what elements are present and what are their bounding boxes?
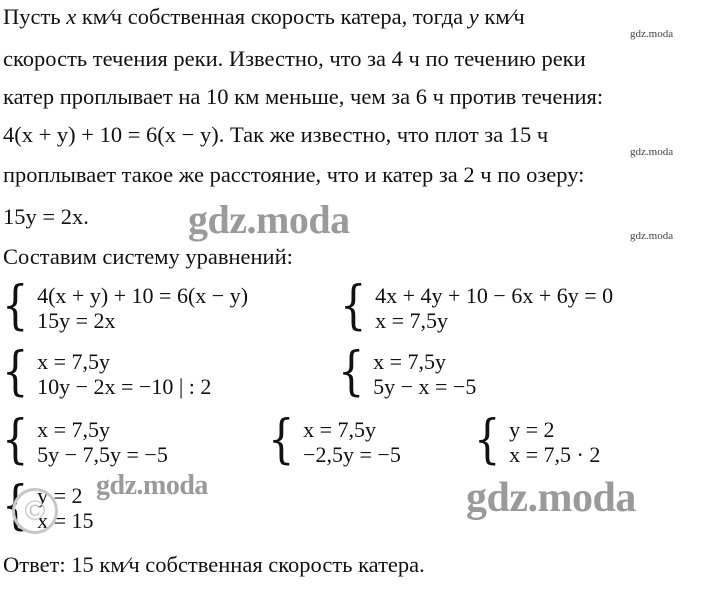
brace-icon: { xyxy=(338,342,365,402)
text-line-2: скорость течения реки. Известно, что за 4 ч по течению реки xyxy=(3,46,586,71)
brace-icon: { xyxy=(340,276,367,336)
system-row: 5y − x = −5 xyxy=(373,373,477,399)
system-row: 4x + 4y + 10 − 6x + 6y = 0 xyxy=(375,283,614,308)
system-row: y = 2 xyxy=(509,417,555,442)
brace-icon: { xyxy=(474,410,501,470)
equation-system-5 xyxy=(2,410,168,470)
system-row: x = 7,5y xyxy=(375,307,449,333)
brace-icon: { xyxy=(2,410,29,470)
equation-system-7 xyxy=(474,410,601,470)
text-line-4 xyxy=(3,124,548,147)
watermark-large-1: gdz.moda xyxy=(188,197,350,242)
system-row: x = 7,5y xyxy=(303,417,377,442)
watermark-large-3: gdz.moda xyxy=(466,475,636,521)
system-row: 10y − 2x = −10 | : 2 xyxy=(37,373,212,399)
text-fragment: . Так же известно, что плот за 15 ч xyxy=(218,122,549,147)
watermark-small-2: gdz.moda xyxy=(630,146,674,158)
watermark-small-1: gdz.moda xyxy=(630,28,674,40)
equation-system-2 xyxy=(340,276,614,336)
watermark-large-2: gdz.moda xyxy=(96,470,208,501)
text-line-1 xyxy=(3,6,525,29)
text-line-6: 15y = 2x. xyxy=(3,204,89,229)
equation-1: 4(x + y) + 10 = 6(x − y) xyxy=(3,122,219,147)
text-fragment: Пусть xyxy=(3,4,67,29)
brace-icon: { xyxy=(2,476,29,536)
brace-icon: { xyxy=(2,276,29,336)
answer-line: Ответ: 15 км⁄ч собственная скорость катера. xyxy=(3,552,425,577)
text-fragment: км⁄ч собственная скорость катера, тогда xyxy=(76,4,469,29)
equation-system-4 xyxy=(338,342,477,402)
system-row: x = 7,5y xyxy=(37,417,111,442)
system-row: 5y − 7,5y = −5 xyxy=(37,441,168,467)
copyright-watermark-icon: © xyxy=(12,488,58,534)
brace-icon: { xyxy=(268,410,295,470)
text-fragment: км⁄ч xyxy=(478,4,525,29)
watermark-small-3: gdz.moda xyxy=(630,230,674,242)
text-line-5: проплывает такое же расстояние, что и катер за 2 ч по озеру: xyxy=(3,162,585,187)
system-row: x = 7,5y xyxy=(373,349,447,374)
text-line-7: Составим систему уравнений: xyxy=(3,244,293,269)
system-row: x = 15 xyxy=(37,507,94,533)
variable-x: x xyxy=(66,4,77,29)
system-row: x = 7,5 · 2 xyxy=(509,441,601,467)
brace-icon: { xyxy=(2,342,29,402)
equation-system-6 xyxy=(268,410,401,470)
system-row: −2,5y = −5 xyxy=(303,441,401,467)
equation-system-1 xyxy=(2,276,249,336)
equation-system-3 xyxy=(2,342,212,402)
variable-y: y xyxy=(468,4,479,29)
system-row: y = 2 xyxy=(37,483,83,508)
system-row: 15y = 2x xyxy=(37,307,116,333)
system-row: 4(x + y) + 10 = 6(x − y) xyxy=(37,283,249,308)
text-line-3: катер проплывает на 10 км меньше, чем за 6 ч против течения: xyxy=(3,84,604,109)
system-row: x = 7,5y xyxy=(37,349,111,374)
